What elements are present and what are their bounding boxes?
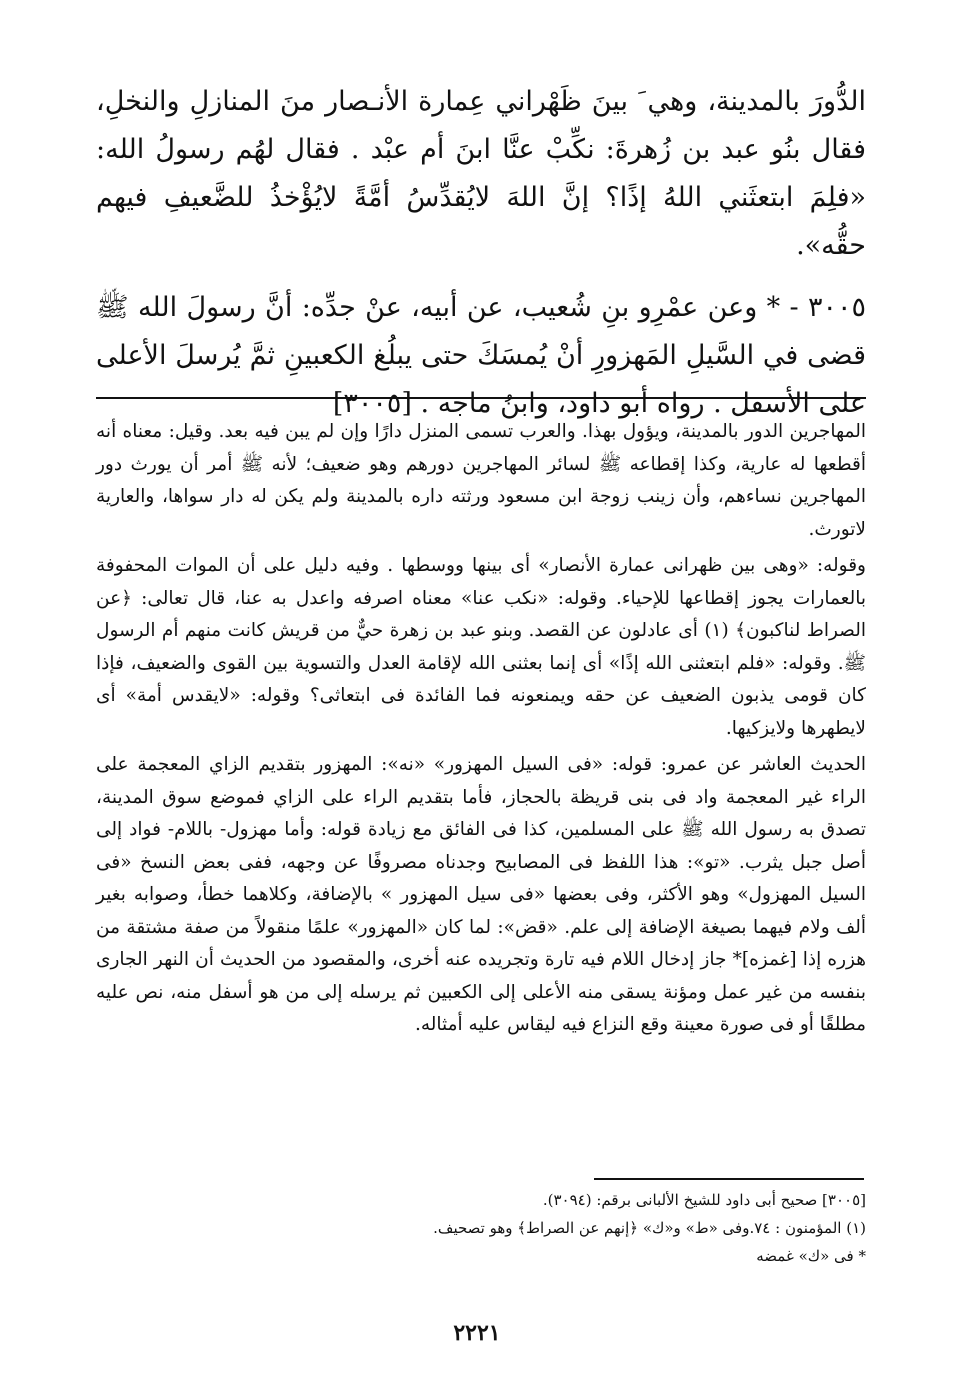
commentary-section (96, 416, 866, 1042)
footnote-divider (594, 1178, 864, 1180)
hadith-section (96, 78, 866, 428)
commentary-paragraph-3: الحديث العاشر عن عمرو: قوله: «فى السيل المهزور» «نه»: المهزور بتقديم الزاي المعجمة على الراء غير المعجمة واد فى بنى قريظة بالحجاز، فأما بتقديم الراء على الزاي فموضع سوق المدينة، تصدق به رسول الله ﷺ على المسلمين، كذا فى الفائق مع زيادة قوله: وأما مهزول- باللام- فواد إلى أصل جبل يثرب. «تو»: هذا اللفظ فى المصابيح وجدناه مصروفًا عن وجهه، ففى بعض النسخ «فى السيل المهزول» وهو الأكثر، وفى بعضها «فى سيل المهزور » بالإضافة، وكلاهما خطأ، وصوابه بغير ألف ولام فيهما بصيغة الإضافة إلى علم. «قض»: لما كان «المهزور» علمًا منقولاً من صفة مشتقة من هزره إذا [غمزه]* جاز إدخال اللام فيه تارة وتجريده عنه أخرى، والمقصود من الحديث أن النهر الجارى بنفسه من غير عمل ومؤنة يسقى منه الأعلى إلى الكعبين ثم يرسله إلى من هو أسفل منه، نص عليه مطلقًا أو فى صورة معينة وقع النزاع فيه ليقاس عليه أمثاله. (96, 754, 866, 1035)
footnote-source: [٣٠٠٥] صحيح أبى داود للشيخ الألبانى برقم: (٣٠٩٤). (542, 1191, 866, 1209)
footnotes-section (96, 1186, 866, 1270)
commentary-paragraph-2: وقوله: «وهى بين ظهرانى عمارة الأنصار» أى بينها ووسطها . وفيه دليل على أن الموات المحفوفة بالعمارات يجوز إقطاعها للإحياء. وقوله: «نكب عنا» معناه اصرفه واعدل به عنا، قال تعالى: ﴿عن الصراط لناكبون﴾ (١) أى عادلون عن القصد. وبنو عبد بن زهرة حيٌّ من قريش كانت منهم أم الرسول ﷺ. وقوله: «فلم ابتعثنى الله إذًا» أى إنما بعثنى الله لإقامة العدل والتسوية بين القوى والضعيف، فإذا كان قومى يذبون الضعيف عن حقه ويمنعونه فما الفائدة فى ابتعاثى؟ وقوله: «لايقدس أمة» أى لايطهرها ولايزكيها. (96, 555, 866, 739)
footnote-asterisk: * فى «ك» غمضه (756, 1247, 866, 1265)
main-divider (96, 397, 866, 399)
hadith-paragraph-1: الدُّورَ بالمدينة، وهي َ بينَ ظَهْراني عِمارة الأنـصار منَ المنازلِ والنخلِ، فقال بنُو عبد بن زُهرةَ: نكِّبْ عنَّا ابنَ أم عبْد . فقال لهُم رسولُ الله: «فلِمَ ابتعثَني اللهُ إذًا؟ إنَّ اللهَ لايُقدِّسُ أمَّةً لايُؤْخذُ للضَّعيفِ فيهم حقُّه». (96, 86, 866, 261)
footnote-1: (١) المؤمنون : ٧٤.وفى «ط» و«ك» ﴿إنهم عن الصراط﴾ وهو تصحيف. (433, 1219, 866, 1237)
page-number: ٢٢٢١ (453, 1320, 501, 1346)
hadith-paragraph-2: ٣٠٠٥ - * وعن عمْرِو بنِ شُعيب، عن أبيه، عنْ جدِّه: أنَّ رسولَ الله ﷺ قضى في السَّيلِ المَهزورِ أنْ يُمسَكَ حتى يبلُغ الكعبينِ ثمَّ يُرسلَ الأعلى على الأسفل . رواه أبو داود، وابنُ ماجه . [٣٠٠٥] (96, 292, 866, 419)
commentary-paragraph-1: المهاجرين الدور بالمدينة، ويؤول بهذا. والعرب تسمى المنزل دارًا وإن لم يبن فيه بعد. وقيل: معناه أنه أقطعها له عارية، وكذا إقطاعه ﷺ لسائر المهاجرين دورهم وهو ضعيف؛ لأنه ﷺ أمر أن يورث دور المهاجرين نساءهم، وأن زينب زوجة ابن مسعود ورثته داره بالمدينة ولم يكن له دار سواها، والعارية لاتورث. (96, 421, 866, 540)
